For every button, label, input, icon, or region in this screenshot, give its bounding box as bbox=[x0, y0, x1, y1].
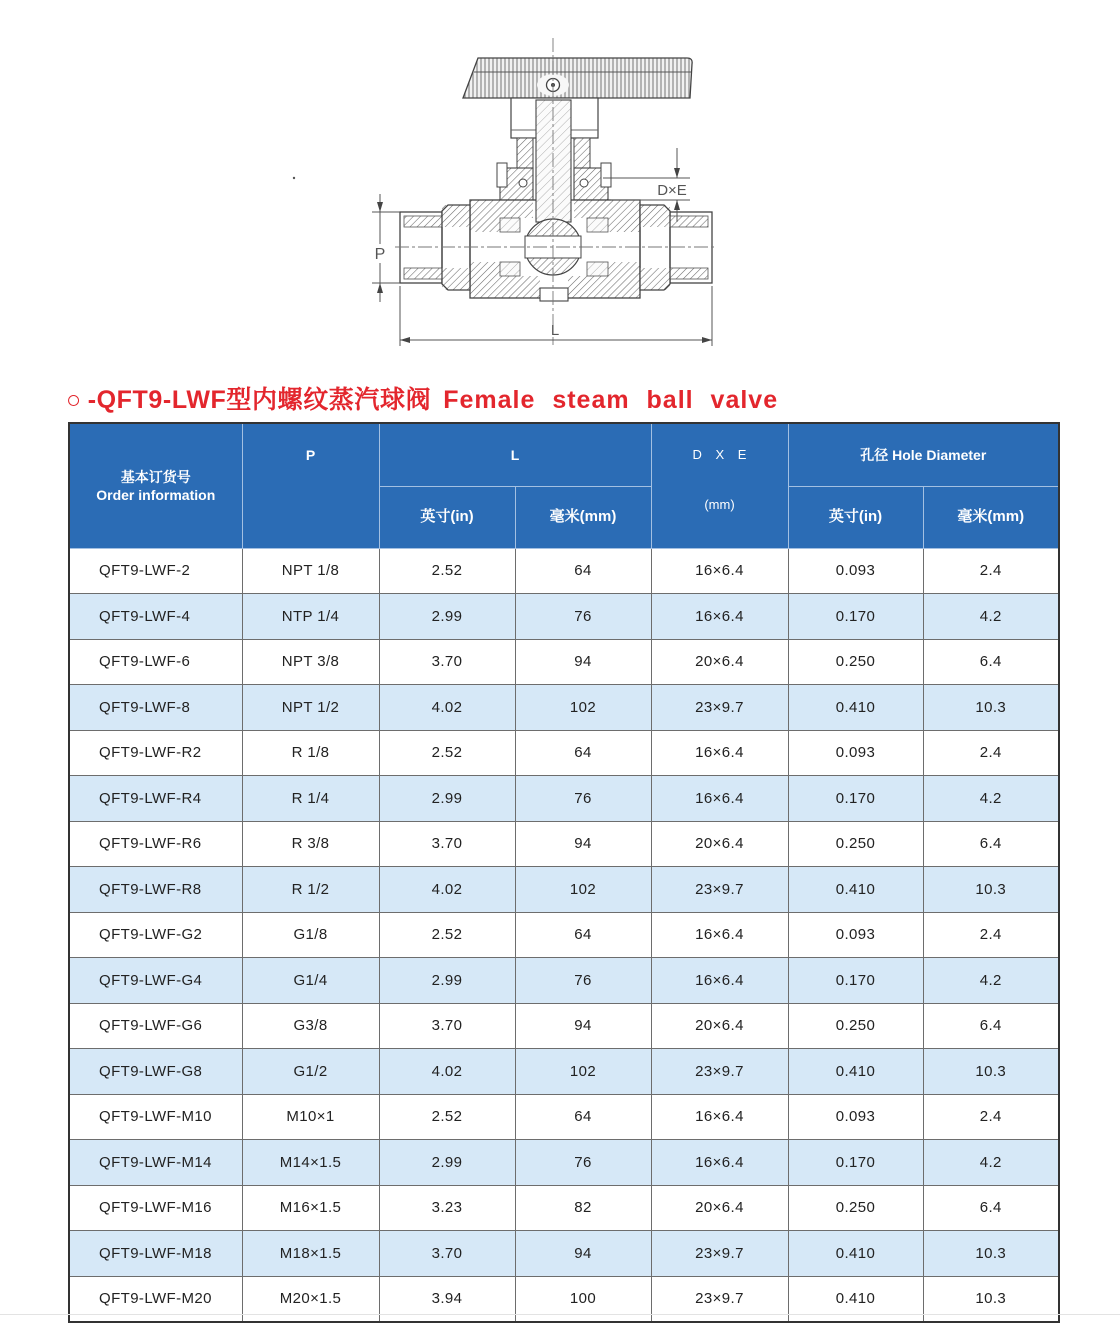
length-mm-cell: 76 bbox=[515, 776, 651, 822]
length-mm-cell: 94 bbox=[515, 1003, 651, 1049]
length-in-cell: 3.70 bbox=[379, 1231, 515, 1277]
left-port bbox=[400, 205, 470, 290]
hole-diameter-in-cell: 0.170 bbox=[788, 776, 923, 822]
l-inch-header: 英寸(in) bbox=[379, 486, 515, 548]
order-number-cell: QFT9-LWF-6 bbox=[69, 639, 242, 685]
valve-drawing bbox=[0, 0, 1120, 360]
hole-diameter-in-cell: 0.250 bbox=[788, 1003, 923, 1049]
length-mm-cell: 94 bbox=[515, 1231, 651, 1277]
order-number-cell: QFT9-LWF-M18 bbox=[69, 1231, 242, 1277]
hole-diameter-mm-cell: 2.4 bbox=[923, 730, 1059, 776]
p-header bbox=[242, 423, 379, 548]
length-mm-cell: 64 bbox=[515, 548, 651, 594]
hole-diameter-in-cell: 0.093 bbox=[788, 1094, 923, 1140]
hole-diameter-mm-cell: 2.4 bbox=[923, 912, 1059, 958]
dxe-unit-label: (mm) bbox=[704, 497, 735, 512]
spec-table bbox=[68, 422, 1060, 1323]
length-mm-cell: 76 bbox=[515, 1140, 651, 1186]
dxe-header-label: D X E bbox=[692, 447, 752, 462]
port-thread-cell: G1/4 bbox=[242, 958, 379, 1004]
order-number-cell: QFT9-LWF-G8 bbox=[69, 1049, 242, 1095]
hole-diameter-mm-cell: 10.3 bbox=[923, 1276, 1059, 1322]
port-thread-cell: M18×1.5 bbox=[242, 1231, 379, 1277]
port-thread-cell: R 1/2 bbox=[242, 867, 379, 913]
order-header-zh: 基本订货号 bbox=[120, 468, 191, 485]
circle-icon: ○ bbox=[66, 386, 82, 414]
dxe-cell: 16×6.4 bbox=[651, 776, 788, 822]
table-body bbox=[69, 548, 1059, 1322]
length-in-cell: 3.70 bbox=[379, 639, 515, 685]
length-mm-cell: 82 bbox=[515, 1185, 651, 1231]
right-port bbox=[640, 205, 712, 290]
order-number-cell: QFT9-LWF-M14 bbox=[69, 1140, 242, 1186]
length-in-cell: 4.02 bbox=[379, 1049, 515, 1095]
table-row bbox=[69, 1231, 1059, 1277]
port-thread-cell: M16×1.5 bbox=[242, 1185, 379, 1231]
order-number-cell: QFT9-LWF-M20 bbox=[69, 1276, 242, 1322]
length-mm-cell: 100 bbox=[515, 1276, 651, 1322]
dxe-cell: 20×6.4 bbox=[651, 1185, 788, 1231]
hole-diameter-mm-cell: 6.4 bbox=[923, 1185, 1059, 1231]
table-row bbox=[69, 1003, 1059, 1049]
table-row bbox=[69, 1185, 1059, 1231]
hole-diameter-mm-cell: 2.4 bbox=[923, 548, 1059, 594]
length-mm-cell: 94 bbox=[515, 821, 651, 867]
length-in-cell: 3.70 bbox=[379, 1003, 515, 1049]
length-in-cell: 2.52 bbox=[379, 548, 515, 594]
port-thread-cell: R 1/4 bbox=[242, 776, 379, 822]
hole-diameter-in-cell: 0.250 bbox=[788, 1185, 923, 1231]
length-mm-cell: 76 bbox=[515, 958, 651, 1004]
order-number-cell: QFT9-LWF-M16 bbox=[69, 1185, 242, 1231]
order-number-cell: QFT9-LWF-R6 bbox=[69, 821, 242, 867]
l-mm-header: 毫米(mm) bbox=[515, 486, 651, 548]
table-header bbox=[69, 423, 1059, 548]
hole-diameter-mm-cell: 6.4 bbox=[923, 1003, 1059, 1049]
length-in-cell: 4.02 bbox=[379, 867, 515, 913]
hole-diameter-in-cell: 0.410 bbox=[788, 1231, 923, 1277]
hole-diameter-in-cell: 0.410 bbox=[788, 867, 923, 913]
dimension-l-label: L bbox=[550, 322, 560, 339]
port-thread-cell: NPT 3/8 bbox=[242, 639, 379, 685]
length-mm-cell: 64 bbox=[515, 730, 651, 776]
dxe-cell: 16×6.4 bbox=[651, 958, 788, 1004]
table-row bbox=[69, 685, 1059, 731]
port-thread-cell: R 1/8 bbox=[242, 730, 379, 776]
length-mm-cell: 102 bbox=[515, 1049, 651, 1095]
hole-diameter-mm-cell: 4.2 bbox=[923, 958, 1059, 1004]
port-thread-cell: M20×1.5 bbox=[242, 1276, 379, 1322]
port-thread-cell: G3/8 bbox=[242, 1003, 379, 1049]
dxe-cell: 16×6.4 bbox=[651, 548, 788, 594]
length-mm-cell: 64 bbox=[515, 1094, 651, 1140]
hole-diameter-in-cell: 0.170 bbox=[788, 594, 923, 640]
order-number-cell: QFT9-LWF-2 bbox=[69, 548, 242, 594]
table-row bbox=[69, 639, 1059, 685]
port-thread-cell: G1/8 bbox=[242, 912, 379, 958]
order-number-cell: QFT9-LWF-G6 bbox=[69, 1003, 242, 1049]
dxe-cell: 16×6.4 bbox=[651, 1140, 788, 1186]
product-model-title: -QFT9-LWF型内螺纹蒸汽球阀 bbox=[87, 386, 432, 414]
hole-inch-header: 英寸(in) bbox=[788, 486, 923, 548]
table-row bbox=[69, 821, 1059, 867]
dxe-cell: 23×9.7 bbox=[651, 1049, 788, 1095]
order-number-cell: QFT9-LWF-R2 bbox=[69, 730, 242, 776]
hole-diameter-in-cell: 0.093 bbox=[788, 912, 923, 958]
table-row bbox=[69, 867, 1059, 913]
table-row bbox=[69, 730, 1059, 776]
bottom-trunnion bbox=[540, 288, 568, 301]
dxe-header bbox=[651, 423, 788, 548]
hole-diameter-mm-cell: 10.3 bbox=[923, 867, 1059, 913]
dxe-cell: 23×9.7 bbox=[651, 867, 788, 913]
dxe-cell: 20×6.4 bbox=[651, 1003, 788, 1049]
dxe-cell: 16×6.4 bbox=[651, 912, 788, 958]
port-thread-cell: NTP 1/4 bbox=[242, 594, 379, 640]
length-mm-cell: 102 bbox=[515, 867, 651, 913]
port-thread-cell: NPT 1/8 bbox=[242, 548, 379, 594]
hole-diameter-mm-cell: 4.2 bbox=[923, 776, 1059, 822]
order-number-cell: QFT9-LWF-G4 bbox=[69, 958, 242, 1004]
length-in-cell: 2.99 bbox=[379, 776, 515, 822]
length-in-cell: 2.99 bbox=[379, 958, 515, 1004]
order-number-cell: QFT9-LWF-R4 bbox=[69, 776, 242, 822]
length-mm-cell: 94 bbox=[515, 639, 651, 685]
dxe-cell: 16×6.4 bbox=[651, 730, 788, 776]
hole-diameter-in-cell: 0.093 bbox=[788, 548, 923, 594]
dxe-cell: 23×9.7 bbox=[651, 1231, 788, 1277]
length-in-cell: 3.70 bbox=[379, 821, 515, 867]
length-in-cell: 2.52 bbox=[379, 1094, 515, 1140]
length-in-cell: 2.99 bbox=[379, 1140, 515, 1186]
table-row bbox=[69, 1140, 1059, 1186]
length-in-cell: 3.94 bbox=[379, 1276, 515, 1322]
order-number-cell: QFT9-LWF-4 bbox=[69, 594, 242, 640]
dimension-dxe-label: D×E bbox=[657, 182, 687, 199]
length-mm-cell: 76 bbox=[515, 594, 651, 640]
hole-diameter-in-cell: 0.250 bbox=[788, 821, 923, 867]
length-mm-cell: 64 bbox=[515, 912, 651, 958]
hole-diameter-in-cell: 0.410 bbox=[788, 685, 923, 731]
length-mm-cell: 102 bbox=[515, 685, 651, 731]
product-english-title: Female steam ball valve bbox=[443, 386, 779, 414]
table-row bbox=[69, 958, 1059, 1004]
hole-diameter-mm-cell: 10.3 bbox=[923, 685, 1059, 731]
order-header-en: Order information bbox=[96, 486, 216, 503]
order-information-header bbox=[69, 423, 242, 548]
dxe-cell: 16×6.4 bbox=[651, 1094, 788, 1140]
hole-diameter-mm-cell: 10.3 bbox=[923, 1231, 1059, 1277]
port-thread-cell: M14×1.5 bbox=[242, 1140, 379, 1186]
hole-diameter-header: 孔径 Hole Diameter bbox=[788, 423, 1059, 486]
hole-diameter-mm-cell: 4.2 bbox=[923, 1140, 1059, 1186]
hole-diameter-in-cell: 0.250 bbox=[788, 639, 923, 685]
hole-diameter-mm-cell: 10.3 bbox=[923, 1049, 1059, 1095]
order-number-cell: QFT9-LWF-8 bbox=[69, 685, 242, 731]
order-number-cell: QFT9-LWF-R8 bbox=[69, 867, 242, 913]
length-in-cell: 4.02 bbox=[379, 685, 515, 731]
hole-diameter-mm-cell: 4.2 bbox=[923, 594, 1059, 640]
order-number-cell: QFT9-LWF-G2 bbox=[69, 912, 242, 958]
handle bbox=[463, 58, 692, 98]
length-in-cell: 2.99 bbox=[379, 594, 515, 640]
stray-dot bbox=[293, 177, 295, 179]
p-header-label: P bbox=[305, 447, 316, 463]
length-in-cell: 3.23 bbox=[379, 1185, 515, 1231]
dimension-p-label: P bbox=[374, 246, 386, 263]
dxe-cell: 20×6.4 bbox=[651, 639, 788, 685]
length-in-cell: 2.52 bbox=[379, 730, 515, 776]
order-number-cell: QFT9-LWF-M10 bbox=[69, 1094, 242, 1140]
product-title bbox=[66, 384, 778, 416]
dxe-cell: 20×6.4 bbox=[651, 821, 788, 867]
table-row bbox=[69, 776, 1059, 822]
port-thread-cell: R 3/8 bbox=[242, 821, 379, 867]
table-row bbox=[69, 912, 1059, 958]
hole-diameter-mm-cell: 2.4 bbox=[923, 1094, 1059, 1140]
hole-diameter-mm-cell: 6.4 bbox=[923, 639, 1059, 685]
stem bbox=[536, 100, 571, 222]
hole-diameter-in-cell: 0.410 bbox=[788, 1049, 923, 1095]
dxe-cell: 16×6.4 bbox=[651, 594, 788, 640]
table-row bbox=[69, 1094, 1059, 1140]
port-thread-cell: G1/2 bbox=[242, 1049, 379, 1095]
table-row bbox=[69, 548, 1059, 594]
dxe-cell: 23×9.7 bbox=[651, 685, 788, 731]
length-in-cell: 2.52 bbox=[379, 912, 515, 958]
hole-diameter-in-cell: 0.170 bbox=[788, 958, 923, 1004]
hole-diameter-in-cell: 0.410 bbox=[788, 1276, 923, 1322]
hole-diameter-in-cell: 0.170 bbox=[788, 1140, 923, 1186]
hole-mm-header: 毫米(mm) bbox=[923, 486, 1059, 548]
table-row bbox=[69, 594, 1059, 640]
port-thread-cell: M10×1 bbox=[242, 1094, 379, 1140]
l-header: L bbox=[379, 423, 651, 486]
table-row bbox=[69, 1049, 1059, 1095]
table-row bbox=[69, 1276, 1059, 1322]
hole-diameter-in-cell: 0.093 bbox=[788, 730, 923, 776]
page-bottom-rule bbox=[0, 1314, 1120, 1315]
hole-diameter-mm-cell: 6.4 bbox=[923, 821, 1059, 867]
dxe-cell: 23×9.7 bbox=[651, 1276, 788, 1322]
port-thread-cell: NPT 1/2 bbox=[242, 685, 379, 731]
